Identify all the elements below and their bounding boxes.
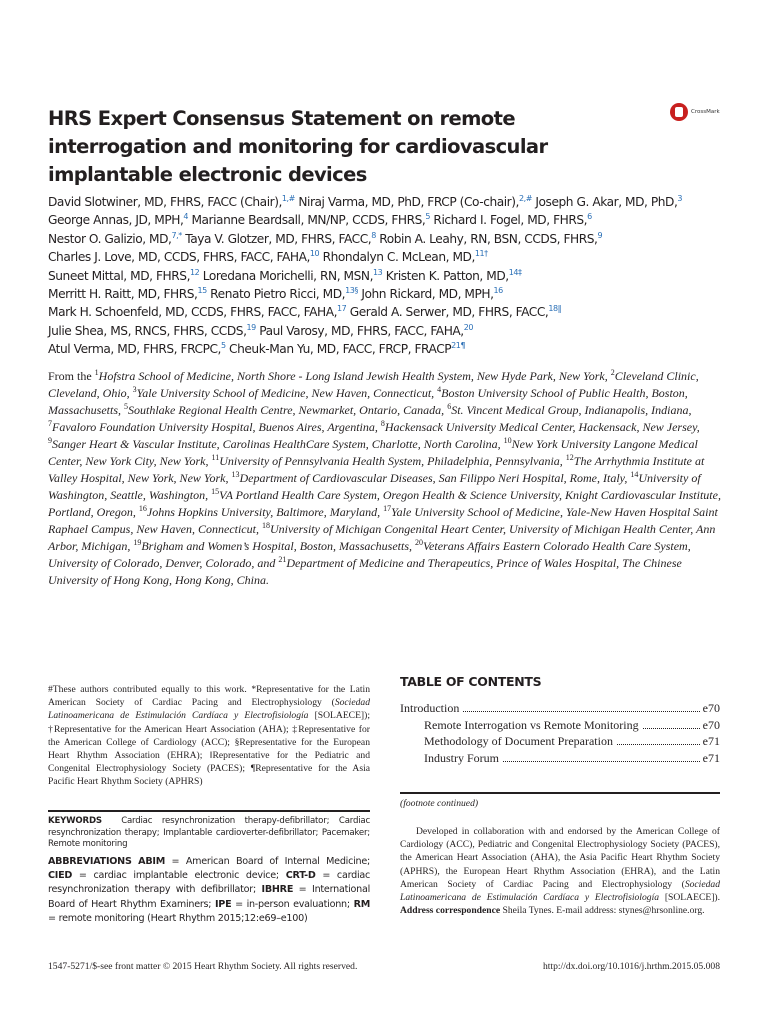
author-name: Suneet Mittal, MD, FHRS, [48, 268, 190, 283]
journal-citation: (Heart Rhythm 2015;12:e69–e100) [147, 912, 308, 924]
affiliation-number: 15 [211, 487, 220, 496]
affiliations [48, 368, 728, 589]
toc-entry-page: e70 [702, 717, 720, 732]
address-correspondence-label: Address correspondence [400, 905, 501, 917]
toc-leader-dots [463, 711, 699, 712]
affiliation-number: 12 [565, 453, 574, 462]
author-name: Cheuk-Man Yu, MD, FACC, FRCP, FRACP [229, 342, 452, 357]
toc-leader-dots [643, 728, 700, 729]
affiliation-text: Department of Cardiovascular Diseases, San Filippo Neri Hospital, Rome, Italy, [239, 471, 628, 485]
author-name: Loredana Morichelli, RN, MSN, [202, 268, 373, 283]
author-line [48, 193, 738, 211]
author-name: Niraj Varma, MD, PhD, FRCP (Co-chair), [298, 195, 519, 209]
author-affiliation-ref[interactable]: 12 [190, 267, 200, 277]
abbreviation-definition: American Board of Internal Medicine; [185, 856, 370, 867]
affiliation-number: 20 [415, 538, 424, 547]
author-name: George Annas, JD, MPH, [48, 213, 184, 228]
affiliation-text: Hackensack University Medical Center, Hackensack, New Jersey, [384, 420, 700, 434]
affiliation-text: Southlake Regional Health Centre, Newmarket, Ontario, Canada, [128, 403, 445, 417]
affiliation-text: Johns Hopkins University, Baltimore, Maryland, [146, 505, 381, 519]
author-name: Rhondalyn C. McLean, MD, [322, 250, 475, 265]
crossmark-icon [670, 103, 688, 121]
affiliation-text: Hofstra School of Medicine, North Shore - Long Island Jewish Health System, New Hyde Park, New York, [98, 369, 608, 383]
author-affiliation-ref[interactable]: 11† [474, 249, 488, 259]
toc-entry-label: Remote Interrogation vs Remote Monitoring [424, 717, 639, 732]
copyright-footer: 1547-5271/$-see front matter © 2015 Heart Rhythm Society. All rights reserved. [48, 961, 358, 972]
toc-leader-dots [503, 761, 700, 762]
author-line [48, 322, 738, 340]
affiliation-text: The Arrhythmia Institute at Valley Hospital, New York, New York, [48, 454, 705, 485]
author-name: Charles J. Love, MD, CCDS, FHRS, FACC, FAHA, [48, 250, 310, 265]
author-affiliation-ref[interactable]: 5 [425, 212, 430, 222]
affiliation-text: Boston University School of Public Health, Boston, Massachusetts, [48, 386, 688, 417]
author-name: Richard I. Fogel, MD, FHRS, [433, 213, 588, 228]
abbreviation-definition: in-person evaluationn; [246, 898, 350, 910]
affiliation-text: Sanger Heart & Vascular Institute, Carolinas HealthCare System, Charlotte, North Carolina, [52, 437, 501, 451]
author-name: Renato Pietro Ricci, MD, [210, 287, 346, 302]
author-name: Joseph G. Akar, MD, PhD, [535, 195, 678, 209]
author-affiliation-ref[interactable]: 2,# [518, 193, 532, 203]
author-line [48, 303, 738, 321]
author-affiliation-ref[interactable]: 8 [371, 230, 376, 240]
author-affiliation-ref[interactable]: 5 [220, 341, 226, 351]
affiliation-number: 7 [48, 419, 52, 428]
author-name: Paul Varosy, MD, FHRS, FACC, FAHA, [259, 323, 464, 338]
abbreviation-definition: remote monitoring [58, 912, 145, 924]
affiliation-text: University of Michigan Congenital Heart Center, University of Michigan Health Center, Ann Arbor, Michigan, [48, 522, 716, 553]
affiliation-number: 4 [437, 385, 442, 394]
affiliation-text: Veterans Affairs Eastern Colorado Health Care System, University of Colorado, Denver, Colorado, and [48, 539, 691, 570]
author-affiliation-ref[interactable]: 15 [197, 285, 207, 295]
author-affiliation-ref[interactable]: 18‖ [548, 304, 562, 314]
abbreviation-definition: cardiac implantable electronic device; [93, 870, 279, 882]
author-affiliation-ref[interactable]: 19 [246, 322, 256, 332]
affiliation-number: 11 [211, 453, 220, 462]
doi-link[interactable]: http://dx.doi.org/10.1016/j.hrthm.2015.05.008 [542, 961, 720, 972]
affiliation-number: 2 [610, 368, 615, 377]
toc-entry-label: Introduction [400, 701, 460, 715]
author-name: Robin A. Leahy, RN, BSN, CCDS, FHRS, [379, 231, 598, 246]
footnote-continued: (footnote continued) [400, 798, 479, 809]
author-line [48, 340, 738, 358]
affiliation-number: 8 [380, 419, 385, 428]
abbreviations-block: ABBREVIATIONS ABIM = American Board of Internal Medicine; CIED = cardiac implantable electronic device; CRT-D = cardiac resynchronization therapy with defibrillator; IBHRE = International Board of Heart Rhythm Examiners; IPE = in-person evaluationn; RM = remote monitoring (Heart Rhythm 2015;12:e69–e100) [48, 856, 371, 924]
affiliation-text: New York University Langone Medical Center, New York City, New York, [48, 437, 698, 468]
author-line [48, 211, 738, 229]
affiliation-text: University of Pennsylvania Health System, Philadelphia, Pennsylvania, [219, 454, 563, 468]
author-affiliation-ref[interactable]: 3 [677, 193, 683, 203]
abbreviation-term: ABIM [138, 856, 165, 867]
author-footnotes: #These authors contributed equally to this work. *Representative for the Latin American Society of Cardiac Pacing and Electrophysiology (Sociedad Latinoamericana de Estimulación Cardíaca y Electrofisiología [SOLAECE]); †Representative for the American Heart Association (AHA); ‡Representative for the American College of Cardiology (ACC); §Representative for the European Heart Rhythm Association (EHRA); ‖Representative for the Pediatric and Congenital Electrophysiology Society (PACES); ¶Representative for the Asia Pacific Heart Rhythm Society (APHRS) [48, 684, 370, 788]
author-name: Kristen K. Patton, MD, [385, 268, 509, 283]
author-affiliation-ref[interactable]: 17 [337, 304, 347, 314]
toc-entry[interactable] [400, 750, 720, 767]
author-affiliation-ref[interactable]: 10 [309, 249, 320, 259]
affiliation-text: Yale University School of Medicine, New Haven, Connecticut, [136, 386, 435, 400]
abbreviation-definition: International Board of Heart Rhythm Examiners; [48, 884, 370, 910]
affiliation-number: 9 [48, 436, 52, 445]
affiliation-number: 21 [278, 555, 287, 564]
affiliation-number: 10 [503, 436, 512, 445]
affiliation-number: 5 [124, 402, 128, 411]
affiliation-number: 13 [231, 470, 240, 479]
affiliation-text: VA Portland Health Care System, Oregon Health & Science University, Knight Cardiovascular Institute, Portland, Oregon, [48, 488, 721, 519]
author-affiliation-ref[interactable]: 13§ [345, 285, 358, 295]
author-name: Taya V. Glotzer, MD, FHRS, FACC, [185, 231, 372, 246]
endorsement-note: Developed in collaboration with and endorsed by the American College of Cardiology (ACC), Pediatric and Congenital Electrophysiology Society (PACES), the American Heart Association (AHA), the Asia Pacific Heart Rhythm Society (APHRS), the European Heart Rhythm Association (EHRA), and the Latin American Society of Cardiac Pacing and Electrophysiology (Sociedad Latinoamericana de Estimulación Cardíaca y Electrofisiología [SOLAECE]). Address correspondence Sheila Tynes. E-mail address: stynes@hrsonline.org. [400, 826, 720, 917]
author-name: Marianne Beardsall, MN/NP, CCDS, FHRS, [191, 213, 426, 228]
author-name: Mark H. Schoenfeld, MD, CCDS, FHRS, FACC, FAHA, [48, 305, 338, 320]
toc-entry-page: e71 [702, 750, 720, 765]
author-affiliation-ref[interactable]: 9 [597, 230, 603, 240]
affiliation-number: 18 [261, 521, 270, 530]
author-name: Nestor O. Galizio, MD, [48, 231, 172, 246]
toc-heading: TABLE OF CONTENTS [400, 674, 542, 689]
author-name: John Rickard, MD, MPH, [361, 287, 494, 302]
author-name: Gerald A. Serwer, MD, FHRS, FACC, [349, 305, 549, 320]
affiliation-text: Department of Medicine and Therapeutics, Prince of Wales Hospital, The Chinese University of Hong Kong, Hong Kong, China. [48, 556, 682, 587]
article-title: HRS Expert Consensus Statement on remote interrogation and monitoring for cardiovascular implantable electronic devices [48, 107, 548, 187]
author-affiliation-ref[interactable]: 20 [463, 322, 473, 332]
abbreviation-term: IBHRE [261, 884, 294, 896]
author-name: Merritt H. Raitt, MD, FHRS, [48, 287, 198, 302]
author-name: Julie Shea, MS, RNCS, FHRS, CCDS, [48, 323, 247, 338]
author-line [48, 285, 738, 303]
toc-leader-dots [617, 744, 700, 745]
author-affiliation-ref[interactable]: 7,* [171, 230, 182, 240]
affiliation-number: 1 [94, 368, 99, 377]
affiliation-number: 16 [138, 504, 147, 513]
toc-entry-page: e71 [702, 734, 720, 748]
keywords-label: KEYWORDS [48, 816, 102, 826]
affiliation-number: 19 [133, 538, 142, 547]
affiliation-number: 3 [132, 385, 137, 394]
affiliation-text: Cleveland Clinic, Cleveland, Ohio, [48, 369, 699, 400]
keywords-text: Cardiac resynchronization therapy-defibrillator; Cardiac resynchronization therapy; Implantable cardioverter-defibrillator; Pacemaker; Remote monitoring [48, 816, 370, 850]
toc-entry-label: Industry Forum [424, 750, 499, 765]
affiliation-text: University of Washington, Seattle, Washington, [48, 471, 701, 502]
author-name: David Slotwiner, MD, FHRS, FACC (Chair), [48, 195, 282, 209]
footnote-divider [400, 792, 720, 794]
author-line [48, 267, 738, 285]
keywords-divider [48, 810, 370, 812]
abbreviation-term: CRT-D [285, 870, 316, 882]
author-affiliation-ref[interactable]: 21¶ [451, 341, 466, 351]
toc-entry-page: e70 [702, 701, 720, 715]
toc-entry-label: Methodology of Document Preparation [424, 734, 613, 748]
affiliation-text: Yale University School of Medicine, Yale-New Haven Hospital Saint Raphael Campus, New Haven, Connecticut, [48, 505, 718, 536]
author-affiliation-ref[interactable]: 13 [373, 267, 383, 277]
author-affiliation-ref[interactable]: 1,# [281, 193, 295, 203]
affiliation-number: 17 [383, 504, 392, 513]
affiliation-number: 6 [447, 402, 452, 411]
author-line [48, 230, 738, 248]
author-affiliation-ref[interactable]: 4 [183, 212, 189, 222]
affiliation-text: Brigham and Women’s Hospital, Boston, Massachusetts, [141, 539, 413, 553]
affiliations-lead: From the [48, 369, 92, 383]
affiliation-number: 14 [630, 470, 639, 479]
author-affiliation-ref[interactable]: 6 [587, 212, 592, 222]
abbreviation-term: IPE [214, 898, 232, 910]
author-list [48, 193, 738, 359]
author-line [48, 248, 738, 266]
crossmark-badge[interactable] [670, 102, 724, 122]
toc-entry[interactable] [400, 733, 720, 750]
keywords-block [48, 816, 370, 851]
affiliation-text: St. Vincent Medical Group, Indianapolis, Indiana, [451, 403, 692, 417]
author-name: Atul Verma, MD, FHRS, FRCPC, [48, 342, 221, 357]
abbreviation-term: CIED [48, 870, 73, 882]
toc-entry[interactable] [400, 700, 720, 717]
crossmark-label: CrossMark [691, 109, 720, 115]
author-affiliation-ref[interactable]: 16 [493, 285, 503, 295]
abbreviation-term: RM [353, 898, 370, 910]
abbreviations-label: ABBREVIATIONS [48, 856, 132, 867]
abbreviation-definition: cardiac resynchronization therapy with defibrillator; [48, 870, 371, 896]
toc-entry[interactable] [400, 717, 720, 734]
affiliation-text: Favaloro Foundation University Hospital, Buenos Aires, Argentina, [52, 420, 378, 434]
table-of-contents [400, 700, 720, 766]
author-affiliation-ref[interactable]: 14‡ [508, 267, 522, 277]
